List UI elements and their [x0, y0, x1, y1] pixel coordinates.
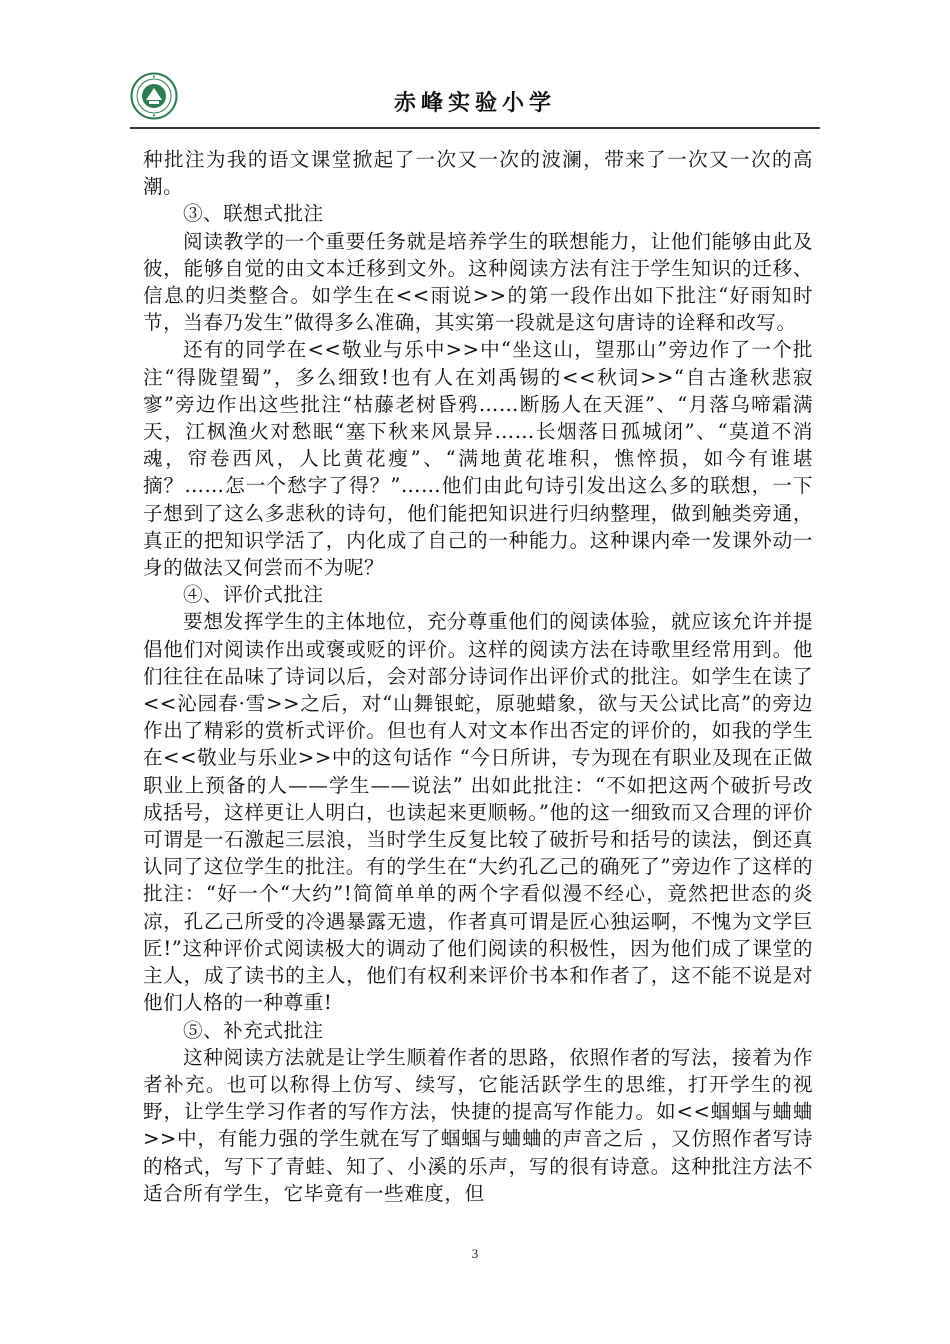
paragraph: ⑤、补充式批注	[183, 1018, 324, 1042]
page-header	[130, 72, 820, 132]
paragraph: 要想发挥学生的主体地位，充分尊重他们的阅读体验，就应该允许并提倡他们对阅读作出或褒或贬的评价。这样的阅读方法在诗歌里经常用到。他们往往在品味了诗词以后，会对部分诗词作出评价式的批注。如学生在读了<<沁园春·雪>>之后，对“山舞银蛇，原驰蜡象，欲与天公试比高”的旁边作出了精彩的赏析式评价。但也有人对文本作出否定的评价的，如我的学生在<<敬业与乐业>>中的这句话作 “今日所讲，专为现在有职业及现在正做职业上预备的人——学生——说法” 出如此批注：“不如把这两个破折号改成括号，这样更让人明白，也读起来更顺畅。”他的这一细致而又合理的评价可谓是一石激起三层浪，当时学生反复比较了破折号和括号的读法，倒还真认同了这位学生的批注。有的学生在“大约孔乙己的确死了”旁边作了这样的批注：“好一个“大约”!简简单单的两个字看似漫不经心，竟然把世态的炎凉，孔乙己所受的冷遇暴露无遗，作者真可谓是匠心独运啊，不愧为文学巨匠!”这种评价式阅读极大的调动了他们阅读的积极性，因为他们成了课堂的主人，成了读书的主人，他们有权利来评价书本和作者了，这不能不说是对他们人格的一种尊重!	[143, 610, 813, 1015]
header-rule	[130, 127, 820, 129]
paragraph: 种批注为我的语文课堂掀起了一次又一次的波澜，带来了一次又一次的高潮。	[143, 148, 813, 199]
paragraph: 这种阅读方法就是让学生顺着作者的思路，依照作者的写法，接着为作者补充。也可以称得上仿写、续写，它能活跃学生的思维，打开学生的视野，让学生学习作者的写作方法，快捷的提高写作能力。如<<蝈蝈与蛐蛐>>中，有能力强的学生就在写了蝈蝈与蛐蛐的声音之后 ，又仿照作者写诗的格式，写下了青蛙、知了、小溪的乐声，写的很有诗意。这种批注方法不适合所有学生，它毕竟有一些难度，但	[143, 1045, 813, 1205]
school-name: 赤峰实验小学	[393, 90, 556, 116]
paragraph: 还有的同学在<<敬业与乐中>>中“坐这山，望那山”旁边作了一个批注“得陇望蜀”，多么细致!也有人在刘禹锡的<<秋词>>“自古逢秋悲寂寥”旁边作出这些批注“枯藤老树昏鸦……断肠人在天涯”、“月落乌啼霜满天，江枫渔火对愁眠“塞下秋来风景异……长烟落日孤城闭”、“莫道不消魂，帘卷西风，人比黄花瘦”、“满地黄花堆积，憔悴损，如今有谁堪摘？……怎一个愁字了得？”……他们由此句诗引发出这么多的联想，一下子想到了这么多悲秋的诗句，他们能把知识进行归纳整理，做到触类旁通，真正的把知识学活了，内化成了自己的一种能力。这种课内牵一发课外动一身的做法又何尝而不为呢？	[143, 338, 813, 580]
paragraph: ③、联想式批注	[183, 202, 324, 226]
page-number: 3	[471, 1246, 479, 1261]
paragraph: ④、评价式批注	[183, 583, 324, 607]
paragraph: 阅读教学的一个重要任务就是培养学生的联想能力，让他们能够由此及彼，能够自觉的由文本迁移到文外。这种阅读方法有注于学生知识的迁移、信息的归类整合。如学生在<<雨说>>的第一段作出如下批注“好雨知时节，当春乃发生”做得多么准确，其实第一段就是这句唐诗的诠释和改写。	[143, 229, 813, 335]
document-body	[143, 146, 813, 1207]
